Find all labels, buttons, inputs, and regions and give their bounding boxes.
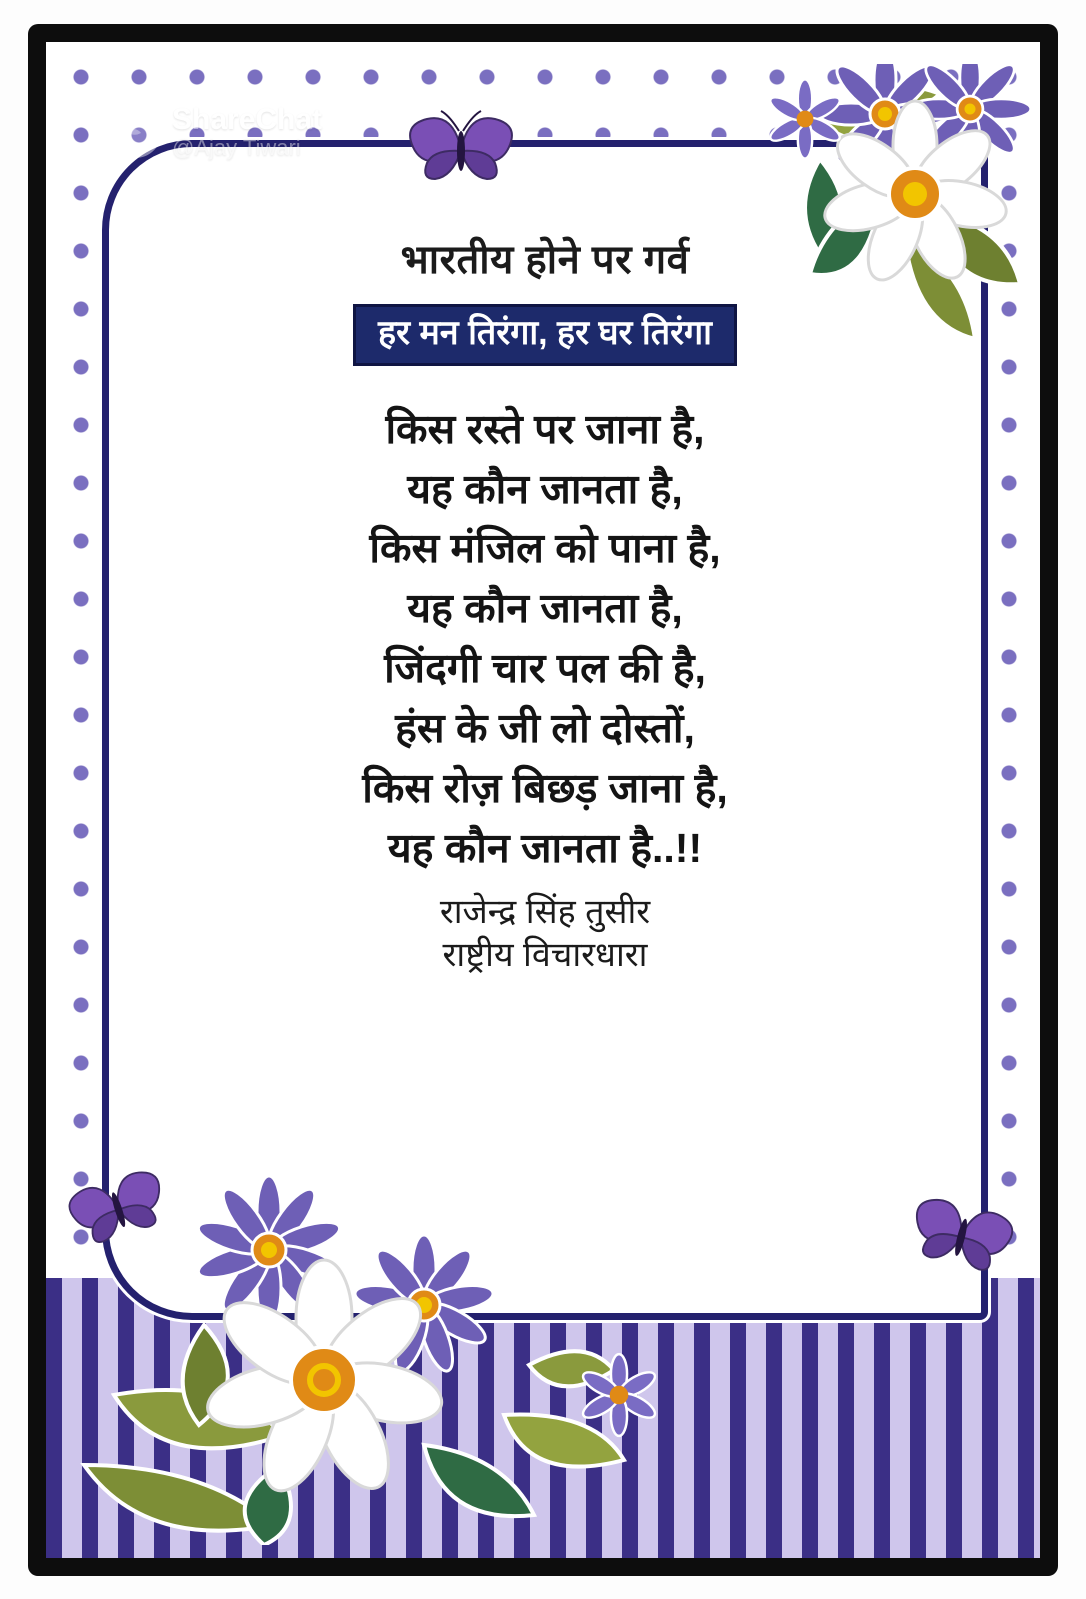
poem-line: यह कौन जानता है, [407,465,683,512]
slogan-banner: हर मन तिरंगा, हर घर तिरंगा [353,304,737,366]
striped-bottom-band [46,1278,1040,1558]
author-affiliation: राष्ट्रीय विचारधारा [442,936,648,975]
watermark-app-name: ShareChat [172,103,323,136]
card-title: भारतीय होने पर गर्व [400,238,690,282]
poem-line: हंस के जी लो दोस्तों, [395,704,695,751]
black-border-frame [28,24,1058,1576]
poem-text [142,400,948,879]
attribution-text [142,891,948,978]
poem-line: जिंदगी चार पल की है, [384,645,706,692]
author-name: राजेन्द्र सिंह तुसीर [439,892,651,931]
card-content [102,140,988,1320]
poem-line: किस रस्ते पर जाना है, [385,405,705,452]
poem-line: यह कौन जानता है, [407,585,683,632]
poem-line: किस मंजिल को पाना है, [369,525,721,572]
poem-line: यह कौन जानता है..!! [387,824,703,871]
poem-line: किस रोज़ बिछड़ जाना है, [362,764,728,811]
watermark-handle: @Ajay Tiwari [172,134,301,160]
